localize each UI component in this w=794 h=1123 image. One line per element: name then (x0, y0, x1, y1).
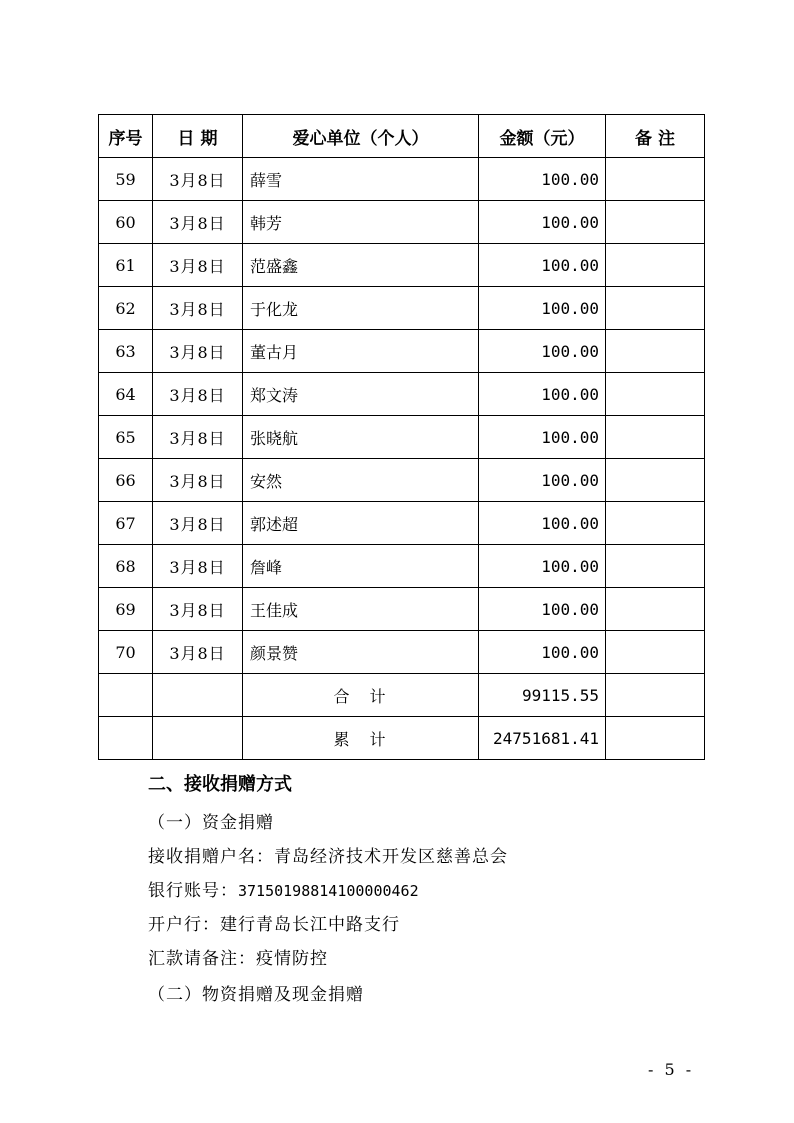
subsection-goods-donation: （二）物资捐赠及现金捐赠 (148, 985, 364, 1005)
subtotal-amount: 99115.55 (479, 674, 606, 717)
row-amount: 100.00 (479, 158, 606, 201)
row-amount: 100.00 (479, 373, 606, 416)
row-amount: 100.00 (479, 416, 606, 459)
header-donor: 爱心单位（个人） (243, 115, 479, 158)
row-amount: 100.00 (479, 287, 606, 330)
account-number-line (148, 876, 419, 901)
row-serial: 62 (99, 287, 153, 330)
row-note (606, 588, 705, 631)
row-serial: 61 (99, 244, 153, 287)
row-date: 3月8日 (153, 201, 243, 244)
row-note (606, 502, 705, 545)
row-serial: 64 (99, 373, 153, 416)
table-header-row (99, 115, 705, 158)
subsection-fund-donation: （一）资金捐赠 (148, 813, 274, 833)
row-serial: 69 (99, 588, 153, 631)
cumulative-label: 累 计 (243, 717, 479, 760)
table-row (99, 502, 705, 545)
row-serial: 65 (99, 416, 153, 459)
row-date: 3月8日 (153, 244, 243, 287)
row-note (606, 287, 705, 330)
row-donor: 郑文涛 (243, 373, 479, 416)
row-note (606, 330, 705, 373)
table-row (99, 416, 705, 459)
row-amount: 100.00 (479, 459, 606, 502)
cumulative-row (99, 717, 705, 760)
cumulative-amount: 24751681.41 (479, 717, 606, 760)
table-row (99, 588, 705, 631)
row-serial: 67 (99, 502, 153, 545)
row-serial: 66 (99, 459, 153, 502)
row-donor: 董古月 (243, 330, 479, 373)
row-date: 3月8日 (153, 588, 243, 631)
row-donor: 薛雪 (243, 158, 479, 201)
table-row (99, 287, 705, 330)
row-date: 3月8日 (153, 631, 243, 674)
table-row (99, 158, 705, 201)
row-serial: 63 (99, 330, 153, 373)
header-date: 日 期 (153, 115, 243, 158)
row-donor: 韩芳 (243, 201, 479, 244)
section-title: 二、接收捐赠方式 (148, 774, 292, 795)
row-donor: 安然 (243, 459, 479, 502)
row-date: 3月8日 (153, 416, 243, 459)
row-amount: 100.00 (479, 588, 606, 631)
row-donor: 郭述超 (243, 502, 479, 545)
row-amount: 100.00 (479, 502, 606, 545)
row-note (606, 244, 705, 287)
row-donor: 王佳成 (243, 588, 479, 631)
account-name: 接收捐赠户名：青岛经济技术开发区慈善总会 (148, 847, 508, 867)
row-date: 3月8日 (153, 330, 243, 373)
row-date: 3月8日 (153, 373, 243, 416)
table-row (99, 201, 705, 244)
row-amount: 100.00 (479, 330, 606, 373)
subtotal-row (99, 674, 705, 717)
header-note: 备 注 (606, 115, 705, 158)
account-number: 37150198814100000462 (238, 882, 419, 900)
row-date: 3月8日 (153, 287, 243, 330)
row-donor: 詹峰 (243, 545, 479, 588)
header-serial: 序号 (99, 115, 153, 158)
row-serial: 60 (99, 201, 153, 244)
row-amount: 100.00 (479, 201, 606, 244)
bank-name: 开户行：建行青岛长江中路支行 (148, 915, 400, 935)
table-row (99, 545, 705, 588)
row-amount: 100.00 (479, 545, 606, 588)
row-note (606, 373, 705, 416)
row-amount: 100.00 (479, 631, 606, 674)
table-row (99, 631, 705, 674)
header-amount: 金额（元） (479, 115, 606, 158)
row-donor: 颜景赞 (243, 631, 479, 674)
row-note (606, 158, 705, 201)
row-serial: 68 (99, 545, 153, 588)
row-note (606, 201, 705, 244)
row-donor: 于化龙 (243, 287, 479, 330)
table-row (99, 373, 705, 416)
row-amount: 100.00 (479, 244, 606, 287)
table-row (99, 330, 705, 373)
row-date: 3月8日 (153, 502, 243, 545)
row-date: 3月8日 (153, 158, 243, 201)
subtotal-label: 合 计 (243, 674, 479, 717)
page-number: - 5 - (648, 1060, 695, 1079)
table-row (99, 459, 705, 502)
row-serial: 59 (99, 158, 153, 201)
table-row (99, 244, 705, 287)
row-donor: 范盛鑫 (243, 244, 479, 287)
row-date: 3月8日 (153, 545, 243, 588)
remittance-remark: 汇款请备注：疫情防控 (148, 949, 328, 969)
row-note (606, 631, 705, 674)
row-note (606, 459, 705, 502)
row-note (606, 416, 705, 459)
donation-table (98, 114, 705, 760)
account-number-label: 银行账号： (148, 881, 238, 901)
row-note (606, 545, 705, 588)
row-serial: 70 (99, 631, 153, 674)
row-date: 3月8日 (153, 459, 243, 502)
row-donor: 张晓航 (243, 416, 479, 459)
